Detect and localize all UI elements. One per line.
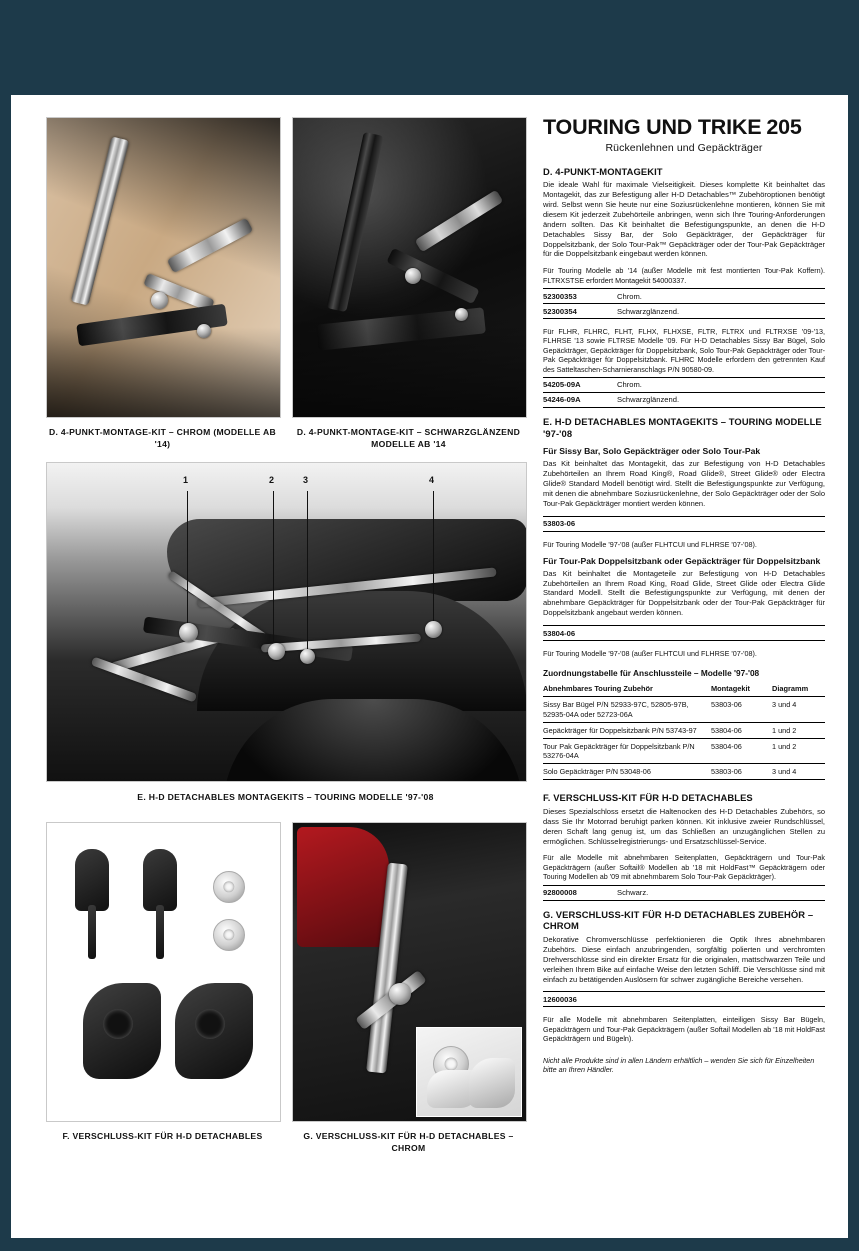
cell-accessory: Sissy Bar Bügel P/N 52933-97C, 52805-97B, 52935-04A oder 52723-06A <box>543 697 711 722</box>
figure-e-callout-1: 1 <box>183 475 189 485</box>
cell-accessory: Gepäckträger für Doppelsitzbank P/N 53743-97 <box>543 722 711 738</box>
section-d-fitment-1: Für Touring Modelle ab '14 (außer Modelle mit fest montierten Tour-Pak Koffern). FLTRXSTSE erfordert Montagekit 54000337. <box>543 266 825 285</box>
cell-diagram: 1 und 2 <box>772 738 825 763</box>
part-desc <box>617 992 825 1007</box>
part-number: 53804-06 <box>543 626 617 641</box>
section-g-heading: G. VERSCHLUSS-KIT FÜR H-D DETACHABLES ZUBEHÖR – CHROM <box>543 908 814 932</box>
section-d-heading: D. 4-PUNKT-MONTAGEKIT <box>543 165 663 177</box>
table-row <box>543 722 825 738</box>
section-e-parts-table-2 <box>543 625 825 641</box>
section-f-heading: F. VERSCHLUSS-KIT FÜR H-D DETACHABLES <box>543 792 753 804</box>
cell-kit: 53803-06 <box>711 764 772 780</box>
footer-note: Nicht alle Produkte sind in allen Ländern erhältlich – wenden Sie sich für Einzelheiten bitte an Ihren Händler. <box>543 1055 815 1075</box>
cell-diagram: 1 und 2 <box>772 722 825 738</box>
part-desc: Schwarzglänzend. <box>617 304 825 319</box>
figure-f-caption: F. VERSCHLUSS-KIT FÜR H-D DETACHABLES <box>62 1131 263 1141</box>
section-g-parts-table <box>543 991 825 1007</box>
section-e-subheading-2: Für Tour-Pak Doppelsitzbank oder Gepäckträger für Doppelsitzbank <box>543 555 821 566</box>
figure-d-gloss-black-caption: D. 4-PUNKT-MONTAGE-KIT – SCHWARZGLÄNZEND MODELLE AB '14 <box>296 427 521 449</box>
table-header-row <box>543 682 825 697</box>
table-row <box>543 289 825 304</box>
table-row <box>543 626 825 641</box>
cell-kit: 53804-06 <box>711 722 772 738</box>
part-number: 92800008 <box>543 885 617 900</box>
section-d-fitment-2: Für FLHR, FLHRC, FLHT, FLHX, FLHXSE, FLTR, FLTRX und FLTRXSE '09-'13, FLHRSE '13 sowie FLTRSE Modelle '09. Für H-D Detachables Sissy Bar Bügel, Solo Gepäckträger, Gepäckträger für Doppelsitzbank, Solo Tour-Pak Gepäckträger oder Tour-Pak Gepäckträger für Doppelsitzbank. FLHRC Modelle erfordern den getrennten Kauf des Satteltaschen-Scharnieranschlags P/N 90580-09. <box>543 327 825 374</box>
figure-f-lock-kit <box>46 822 281 1122</box>
section-e-parts-table-1 <box>543 516 825 532</box>
figure-g-inset <box>416 1027 522 1117</box>
section-e-subheading-1: Für Sissy Bar, Solo Gepäckträger oder Solo Tour-Pak <box>543 446 761 457</box>
column-header-diagram: Diagramm <box>772 682 825 697</box>
table-row <box>543 764 825 780</box>
part-desc: Schwarzglänzend. <box>617 392 825 407</box>
table-row <box>543 885 825 900</box>
figure-e-mount-kits <box>46 462 527 782</box>
page-number: 205 <box>766 115 802 139</box>
part-desc: Schwarz. <box>617 885 825 900</box>
section-e-fitment-2: Für Touring Modelle '97-'08 (außer FLHTCUI und FLHRSE '07-'08). <box>543 649 757 659</box>
figure-d-chrome-caption: D. 4-PUNKT-MONTAGE-KIT – CHROM (MODELLE AB '14) <box>49 427 276 449</box>
part-number: 54205-09A <box>543 377 617 392</box>
figure-d-chrome <box>46 117 281 418</box>
text-column <box>543 117 825 1075</box>
column-header-kit: Montagekit <box>711 682 772 697</box>
table-row <box>543 392 825 407</box>
part-desc <box>617 626 825 641</box>
section-d-body: Die ideale Wahl für maximale Vielseitigkeit. Dieses komplette Kit beinhaltet das Montagekit, das zur Befestigung aller H-D Detachables™ Zubehöroptionen benötigt wird. Selbst wenn Sie heute nur eine Soziusrückenlehne montieren, können Sie mit diesem Kit jederzeit Zubehörteile anbringen, wenn sich Ihre Touring-Anforderungen ändern sollten. Das Kit beinhaltet die Befestigungspunkte, an denen die H-D Detachables Sissy Bar, der Solo Gepäckträger, der Gepäckträger für Doppelsitzbank, der Solo Tour-Pak™ Gepäckträger oder der Tour-Pak Gepäckträger für die Doppelsitzbank eingebaut werden können. <box>543 180 825 259</box>
section-e-body-1: Das Kit beinhaltet das Montagekit, das zur Befestigung von H-D Detachables Zubehörteilen an Ihrem Road King®, Road Glide®, Street Glide® oder Electra Glide® Standard Modell benötigt wird. Stellt die Befestigungspunkte zur Verfügung, mit denen die abnehmbare Soziusrückenlehne, der Solo Gepäckträger oder der Solo Tour-Pak Gepäckträger montiert werden können. <box>543 459 825 508</box>
section-f-body: Dieses Spezialschloss ersetzt die Haltenocken des H-D Detachables Zubehörs, so dass Sie Ihr Motorrad beruhigt parken können. Kit inklusive zweier Rundschlüssel, deren Schaft lang genug ist, um das Schließen an unzugänglichen Stellen zu ermöglichen. Schlüsselregistrierungs- und Ersatzschlüssel-Service. <box>543 806 825 846</box>
section-f-parts-table <box>543 885 825 901</box>
page-title <box>543 117 825 139</box>
page-content <box>35 117 825 1217</box>
part-number: 53803-06 <box>543 516 617 531</box>
compat-table-title: Zuordnungstabelle für Anschlussteile – Modelle '97-'08 <box>543 668 760 679</box>
section-d-parts-table-2 <box>543 377 825 408</box>
cell-accessory: Tour Pak Gepäckträger für Doppelsitzbank P/N 53276-04A <box>543 738 711 763</box>
part-desc: Chrom. <box>617 377 825 392</box>
part-desc: Chrom. <box>617 289 825 304</box>
page-subtitle: Rückenlehnen und Gepäckträger <box>605 141 763 154</box>
table-row <box>543 377 825 392</box>
part-number: 12600036 <box>543 992 617 1007</box>
part-number: 52300354 <box>543 304 617 319</box>
part-number: 54246-09A <box>543 392 617 407</box>
section-e-body-2: Das Kit beinhaltet die Montageteile zur Befestigung von H-D Detachables Zubehörteilen an Ihrem Road King, Road Glide, Street Glide oder Electra Glide Standard Modell. Stellt die Befestigungspunkte zur Verfügung, mit denen der abnehmbare Gepäckträger für Doppelsitzbank oder der Tour-Pak Gepäckträger für Doppelsitzbank angebaut werden können. <box>543 568 825 618</box>
table-row <box>543 738 825 763</box>
section-g-body: Dekorative Chromverschlüsse perfektionieren die Optik Ihres abnehmbaren Zubehörs. Diese einfach anzubringenden, sorgfältig polierten und verchromten Drehverschlüsse sind ein direkter Ersatz für die originalen, mattschwarzen Teile und verleihen Ihrem Bike auf einfache Weise den letzten Schliff. Die Verschlüsse sind mit einfach zu betätigenden Auslösern für schwer zugängliche Bereiche versehen. <box>543 935 825 984</box>
catalog-page <box>11 95 848 1238</box>
column-header-accessory: Abnehmbares Touring Zubehör <box>543 682 711 697</box>
compat-table <box>543 682 825 780</box>
figure-g-caption: G. VERSCHLUSS-KIT FÜR H-D DETACHABLES – CHROM <box>303 1131 514 1153</box>
figure-e-callout-2: 2 <box>269 475 275 485</box>
figure-e-callout-3: 3 <box>303 475 309 485</box>
cell-kit: 53804-06 <box>711 738 772 763</box>
section-e-fitment-1: Für Touring Modelle '97-'08 (außer FLHTCUI und FLHRSE '07-'08). <box>543 539 757 549</box>
figure-d-gloss-black <box>292 117 527 418</box>
section-f-fitment: Für alle Modelle mit abnehmbaren Seitenplatten, Gepäckträgern und Tour-Pak Gepäckträgern (außer Softail® Modellen ab '18 mit HoldFast™ Gepäckträgern oder Touring Modellen ab '09 mit abnehmbarem Solo Tour-Pak Gepäckträger). <box>543 853 825 882</box>
figure-e-callout-4: 4 <box>429 475 435 485</box>
figure-g-lock-kit-chrome <box>292 822 527 1122</box>
cell-diagram: 3 und 4 <box>772 764 825 780</box>
cell-diagram: 3 und 4 <box>772 697 825 722</box>
figure-e-caption: E. H-D DETACHABLES MONTAGEKITS – TOURING MODELLE '97-'08 <box>137 792 434 802</box>
table-row <box>543 697 825 722</box>
table-row <box>543 304 825 319</box>
section-g-fitment: Für alle Modelle mit abnehmbaren Seitenplatten, einteiligen Sissy Bar Bügeln, Gepäckträgern und Tour-Pak Gepäckträgern (außer Softail Modellen ab '18 mit HoldFast Gepäckträgern und Bügeln). <box>543 1015 825 1044</box>
cell-accessory: Solo Gepäckträger P/N 53048-06 <box>543 764 711 780</box>
table-row <box>543 992 825 1007</box>
section-e-heading: E. H-D DETACHABLES MONTAGEKITS – TOURING MODELLE '97-'08 <box>543 415 822 439</box>
table-row <box>543 516 825 531</box>
page-title-text: TOURING UND TRIKE <box>543 115 762 139</box>
section-d-parts-table-1 <box>543 288 825 319</box>
part-number: 52300353 <box>543 289 617 304</box>
part-desc <box>617 516 825 531</box>
cell-kit: 53803-06 <box>711 697 772 722</box>
